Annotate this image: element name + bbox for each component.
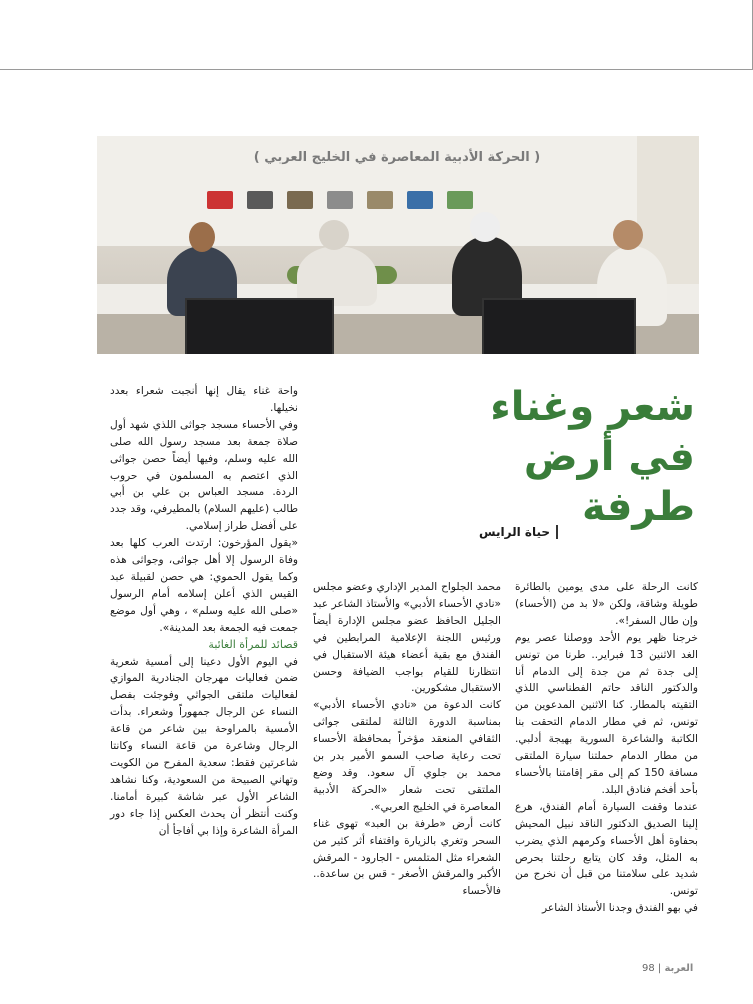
paragraph: في بهو الفندق وجدنا الأستاذ الشاعر — [542, 902, 698, 915]
title-line-1: شعر وغناء — [490, 384, 695, 430]
paragraph: وفي الأحساء مسجد جواثى اللذي شهد أول صلاة جمعة بعد مسجد رسول الله صلى الله عليه وسلم، وفيها أيضاً حصن جواثى الذي اعتصم به المسلمون في حروب الردة. مسجد العباس بن علي بن أبي طالب (عليهم السلام) بالمطيرفي، وقد جدد على أفضل طراز إسلامي. — [110, 418, 298, 533]
paragraph: واحة غناء يقال إنها أنجبت شعراء بعدد نخيلها. — [110, 385, 298, 414]
conference-photo — [97, 136, 699, 354]
paragraph: كانت أرض «طرفة بن العبد» تهوى غناء السحر وتغري بالزيارة واقتفاء أثر كثير من الشعراء مثل المتلمس - الجارود - المرقش الأكبر والمرقش الأصغر - قس بن ساعدة.. فالأحساء — [313, 817, 501, 898]
magazine-name: العربة — [664, 963, 694, 974]
paragraph: محمد الجلواح المدير الإداري وعضو مجلس «نادي الأحساء الأدبي» والأستاذ الشاعر عبد الجليل الحافظ عضو مجلس الإدارة أيضاً ورئيس اللجنة الإعلامية المرابطين في الفندق مع بقية أعضاء هيئة الاستقبال في انتظارنا للقيام بواجب الضيافة وحسن الاستقبال مشكورين. — [313, 581, 501, 695]
monitor-screen — [185, 298, 334, 354]
article-title — [455, 382, 695, 532]
sponsor-logo-icon — [247, 191, 273, 209]
sponsor-logo-icon — [287, 191, 313, 209]
paragraph: كانت الدعوة من «نادي الأحساء الأدبي» بمناسبة الدورة الثالثة لملتقى جواثى الثقافي المنعقد مؤخراً بمحافظة الأحساء تحت رعاية صاحب السمو الأمير بدر بن محمد بن جلوي آل سعود. وقد وضع الملتقى تحت شعار «الحركة الأدبية المعاصرة في الخليج العربي». — [313, 699, 501, 813]
sponsor-logos — [207, 191, 473, 209]
speaker-head — [189, 222, 215, 252]
sponsor-logo-icon — [367, 191, 393, 209]
paragraph: كانت الرحلة على مدى يومين بالطائرة طويلة وشاقة، ولكن «لا بد من (الأحساء) وإن طال السفر!». — [515, 581, 698, 627]
sponsor-logo-icon — [407, 191, 433, 209]
sponsor-logo-icon — [327, 191, 353, 209]
paragraph: خرجنا ظهر يوم الأحد ووصلنا عصر يوم الغد الاثنين 13 فبراير.. طرنا من تونس إلى جدة ثم من جدة إلى الدمام أنا والدكتور الناقد حاتم الفطناسي اللذي التقيته بالمطار. كنا الاثنين المدعوين من تونس، ثم في مطار الدمام التحقت بنا الكاتبة والشاعرة السورية بهيجة أدلبي. من مطار الدمام حملتنا سيارة الملتقى مسافة 150 كم إلى مقر إقامتنا بالأحساء بأحد أفخم فنادق البلد. — [515, 631, 698, 796]
sponsor-logo-icon — [447, 191, 473, 209]
title-line-2: في أرض طرفة — [523, 434, 695, 530]
banner-title: ( الحركة الأدبية المعاصرة في الخليج العربي ) — [253, 150, 541, 165]
page-number: 98 — [642, 963, 655, 974]
paragraph: «يقول المؤرخون: ارتدت العرب كلها بعد وفاة الرسول إلا أهل جواثى، وجواثى هذه وكما يقول الحموي: هي حصن لقبيلة عبد القيس الذي أعلن إسلامه أمام الرسول «صلى الله عليه وسلم» ، وهي أول موضع جمعت فيه الجمعة بعد المدينة». — [110, 537, 298, 634]
sponsor-logo-icon — [207, 191, 233, 209]
page-footer — [642, 963, 693, 974]
speaker-head — [613, 220, 643, 250]
paragraph: في اليوم الأول دعينا إلى أمسية شعرية ضمن فعاليات مهرجان الجنادرية الموازي لفعاليات ملتقى الجواثي وفوجئت بفصل النساء عن الرجال جمهوراً وشعراء. بدأت الأمسية بالمراوحة بين شاعر من قاعة الرجال وشاعرة من قاعة النساء وكانتا شاعرتين فقط: سعدية المفرح من الكويت وتهاني الصبيحة من السعودية، وكنا نشاهد الشاعر الأول عبر شاشة كبيرة أمامنا. وكنت أنتظر أن يحدث العكس إذا جاء دور المرأة الشاعرة وإذا بي أفاجأ أن — [110, 655, 298, 837]
column-middle — [313, 579, 501, 900]
speaker-head — [470, 212, 500, 242]
author-byline: حياة الرايس — [455, 525, 558, 539]
column-right — [515, 579, 698, 917]
monitor-screen — [482, 298, 636, 354]
speaker-figure — [297, 246, 377, 306]
paragraph: عندما وقفت السيارة أمام الفندق، هرع إلينا الصديق الدكتور الناقد نبيل المحيش بحفاوة أهل الأحساء وكرمهم الذي يضرب به المثل، وقد كان يتابع رحلتنا بحرص شديد على سلامتنا من قبل أن نخرج من تونس. — [515, 800, 698, 898]
section-subhead: قصائد للمرأة الغائبة — [208, 637, 298, 651]
column-left — [110, 383, 298, 839]
top-rule — [0, 69, 753, 70]
folio-divider: | — [654, 963, 662, 974]
speaker-head — [319, 220, 349, 250]
photo-banner — [97, 136, 637, 246]
